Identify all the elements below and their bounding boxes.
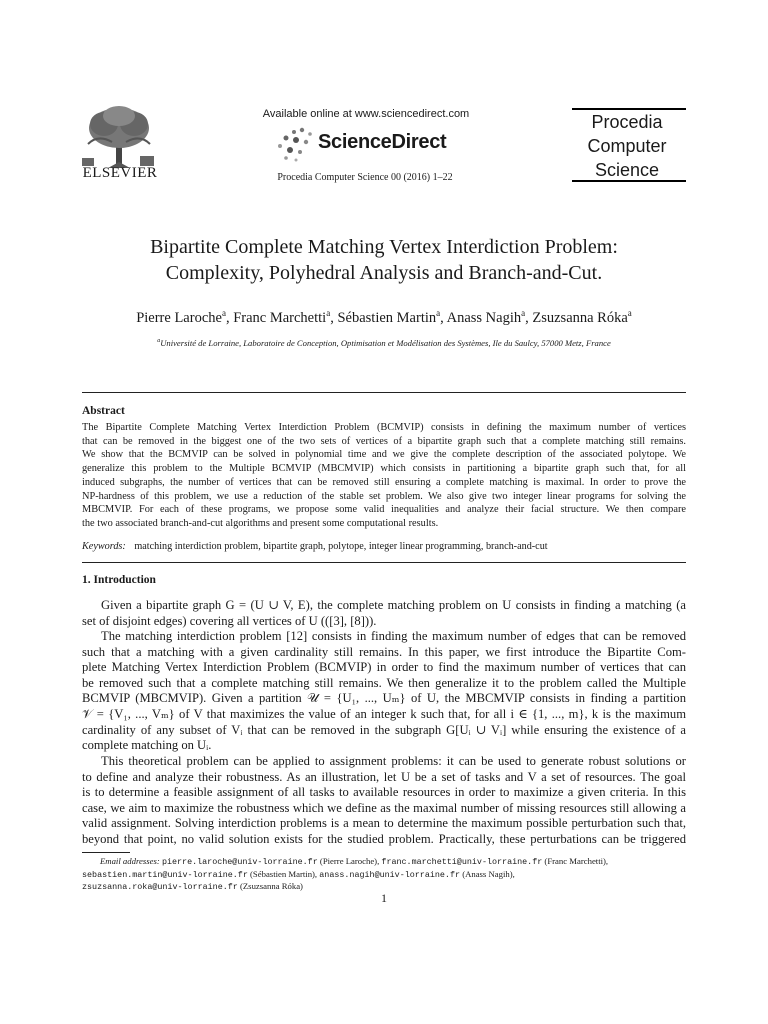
sciencedirect-brand: ScienceDirect [318, 131, 447, 153]
email-owner: (Pierre Laroche), [319, 856, 382, 866]
keywords-text: matching interdiction problem, bipartite graph, polytope, integer linear programming, branch-and-cut [134, 541, 548, 552]
available-online-text: Available online at www.sciencedirect.com [262, 108, 470, 120]
paragraph-line: beyond that point, no valid solution exists for the studied problem. Practically, these perturbations can be triggered [82, 831, 686, 846]
paragraph-line-text: The matching interdiction problem [12] consists in finding the maximum number of edges that can be removed [101, 629, 686, 643]
author-separator: , [225, 309, 234, 326]
paragraph-line: such that a matching with a given cardinality still remains. In this paper, we first introduce the Bipartite Com- [82, 644, 686, 659]
logo-bottom-rule [572, 180, 686, 182]
paragraph-line-text: This theoretical problem can be applied to assignment problems: it can be used to generate robust solutions or [101, 754, 686, 768]
email-link[interactable]: franc.marchetti@univ-lorraine.fr [381, 857, 543, 867]
abstract-heading: Abstract [82, 405, 125, 417]
author-affiliation-mark: a [326, 308, 331, 318]
paper-title [40, 234, 728, 286]
publisher-name: ELSEVIER [82, 165, 158, 181]
intro-paragraph-3 [82, 754, 686, 848]
abstract-line: The Bipartite Complete Matching Vertex Interdiction Problem (BCMVIP) consists in defining the maximum number of vertices [82, 422, 686, 433]
title-line-2: Complexity, Polyhedral Analysis and Branch-and-Cut. [165, 262, 603, 284]
author-name: Franc Marchetti [233, 309, 327, 326]
keywords-label: Keywords: [82, 541, 126, 552]
email-owner: (Anass Nagih), [462, 868, 515, 879]
procedia-journal-logo [568, 108, 686, 184]
email-link[interactable]: anass.nagih@univ-lorraine.fr [319, 869, 461, 880]
abstract-line: induced subgraphs, the number of vertices that can be removed still ensuring a complete matching is maximal. In order to prove the [82, 476, 686, 488]
paragraph-line: valid assignment. Solving interdiction problems is a mean to determine the maximum possible perturbation such that, [82, 816, 686, 831]
email-link[interactable]: pierre.laroche@univ-lorraine.fr [161, 857, 318, 867]
abstract-line: the two associated branch-and-cut algorithms and present some computational results. [82, 517, 439, 529]
author-separator: , [525, 309, 533, 326]
keywords [82, 541, 686, 552]
abstract-line: MBCMVIP. For each of these programs, we propose some valid inequalities and analyze their facial structure. We then compare [82, 504, 686, 516]
section-heading: 1. Introduction [82, 574, 156, 586]
author-affiliation-mark: a [627, 308, 632, 318]
journal-citation: Procedia Computer Science 00 (2016) 1–22 [277, 172, 453, 183]
email-owner: (Zsuzsanna Róka) [239, 881, 303, 891]
abstract-bottom-rule [82, 562, 686, 563]
paragraph-line [82, 598, 686, 614]
author-separator: , [330, 309, 338, 326]
abstract-line: that can be removed in the biggest one of the two sets of vertices of a bipartite graph such that a complete matching still remains. [82, 435, 686, 447]
procedia-line-2: Computer [587, 136, 667, 156]
footnote [82, 856, 686, 894]
author-list [40, 308, 728, 327]
paragraph-line: cardinality of any subset of Vᵢ that can be removed in the subgraph G[Uᵢ ∪ Vᵢ] while ensuring the existence of a [82, 722, 686, 737]
author-affiliation-mark: a [221, 308, 226, 318]
footnote-rule [82, 852, 130, 853]
email-owner: (Sébastien Martin), [250, 868, 320, 879]
affiliation-mark: a [157, 338, 161, 345]
email-owner: (Franc Marchetti), [544, 856, 609, 866]
affiliation [40, 338, 728, 348]
paragraph-line: complete matching on Uᵢ. [82, 738, 212, 753]
intro-paragraph-2 [82, 629, 686, 754]
abstract-line: NP-hardness of this problem, we use a reduction of the stable set problem. We also give two integer linear programs for solving the [82, 490, 686, 502]
author-name: Pierre Laroche [136, 309, 222, 326]
paragraph-line [82, 629, 686, 645]
title-line-1: Bipartite Complete Matching Vertex Interdiction Problem: [150, 236, 618, 258]
author-name: Anass Nagih [446, 309, 522, 326]
procedia-line-3: Science [594, 160, 660, 180]
paragraph-line: 𝒱 = {V₁, ..., Vₘ} of V that maximizes the value of an integer k such that, for all i ∈ {1, ..., m}, k is the maximum [82, 706, 686, 721]
paragraph-line: plete Matching Vertex Interdiction Problem (BCMVIP) in order to find the maximum number of vertices that can [82, 660, 686, 675]
email-link[interactable]: sebastien.martin@univ-lorraine.fr [82, 869, 248, 880]
abstract-body [82, 421, 686, 531]
abstract-top-rule [82, 392, 686, 393]
abstract-line: generalize this problem to the Multiple BCMVIP (MBCMVIP) which consists in partitioning a bipartite graph such that, for all [82, 463, 686, 475]
paragraph-line: BCMVIP (MBCMVIP). Given a partition 𝒰 = {U₁, ..., Uₘ} of U, the MBCMVIP consists in finding a partition [82, 691, 686, 706]
paragraph-line: be removed such that a complete matching still remains. We then generalize it to the problem called the Multiple [82, 675, 686, 690]
intro-paragraph-1 [82, 598, 686, 629]
paragraph-line [82, 754, 686, 770]
procedia-line-1: Procedia [591, 112, 663, 132]
abstract-line: We show that the BCMVIP can be solved in polynomial time and we give the complete description of the associated polytope. We [82, 449, 686, 461]
author-affiliation-mark: a [436, 308, 441, 318]
paragraph-line: set of disjoint edges) covering all vertices of U (([3], [8])). [82, 613, 377, 628]
author-separator: , [440, 309, 447, 326]
paragraph-line: is to determine a feasible assignment of all tasks to available resources in order to maximize a given criteria. In this [82, 785, 686, 800]
author-name: Zsuzsanna Róka [532, 309, 628, 326]
page-number: 1 [381, 891, 387, 905]
paragraph-line-text: Given a bipartite graph G = (U ∪ V, E), the complete matching problem on U consists in finding a matching (a [101, 598, 686, 612]
email-link[interactable]: zsuzsanna.roka@univ-lorraine.fr [82, 882, 238, 892]
paragraph-line: to define and analyze their robustness. As an illustration, let U be a set of tasks and V a set of resources. The goal [82, 769, 686, 784]
footnote-label: Email addresses: [100, 856, 160, 866]
author-affiliation-mark: a [521, 308, 526, 318]
author-name: Sébastien Martin [337, 309, 437, 326]
paragraph-line: case, we aim to maximize the robustness which we define as the maximal number of missing resources still allowing a [82, 800, 686, 815]
affiliation-text: Université de Lorraine, Laboratoire de Conception, Optimisation et Modélisation des Systèmes, Ile du Saulcy, 57000 Metz, France [160, 338, 611, 348]
